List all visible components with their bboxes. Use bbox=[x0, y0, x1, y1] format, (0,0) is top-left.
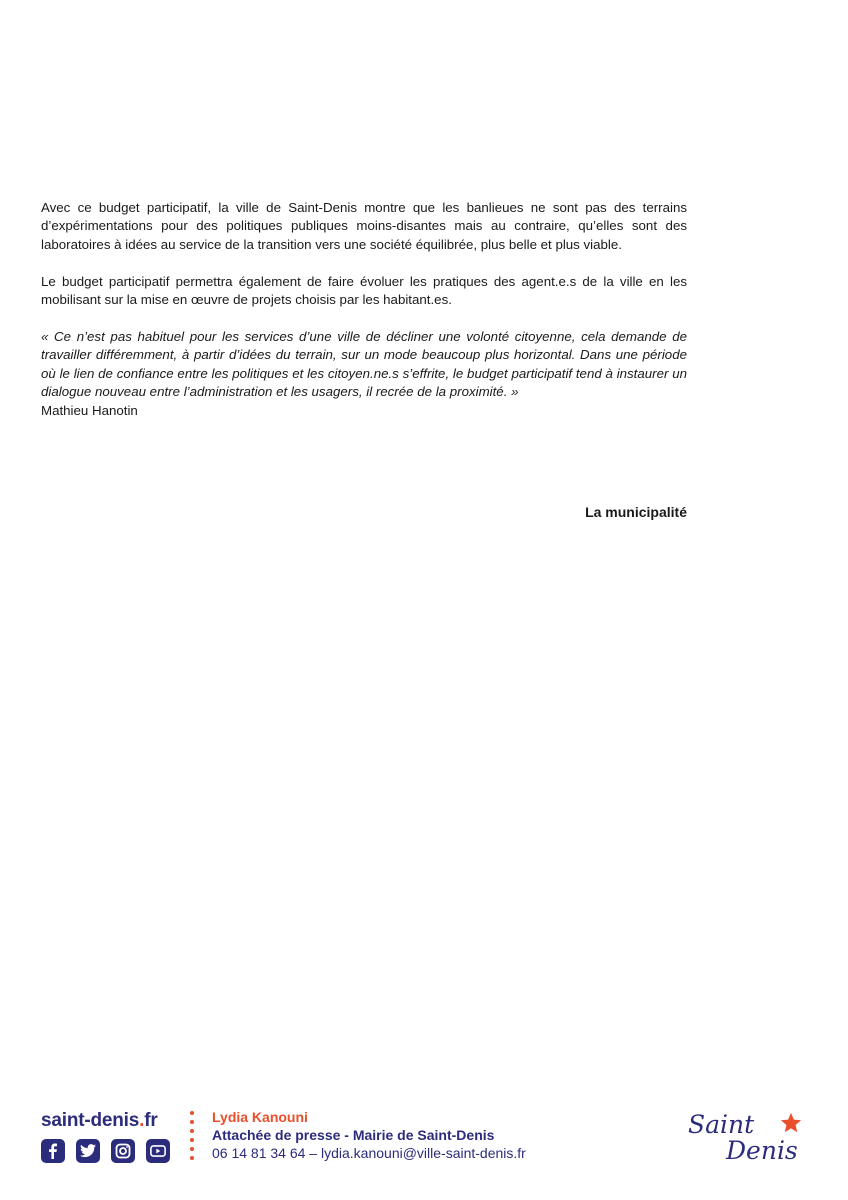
logo-word-denis: Denis bbox=[726, 1136, 798, 1165]
logo-word-saint: Saint bbox=[688, 1110, 755, 1139]
twitter-icon[interactable] bbox=[76, 1139, 100, 1163]
contact-role: Attachée de presse - Mairie de Saint-Denis bbox=[212, 1127, 495, 1143]
press-contact bbox=[212, 1108, 526, 1162]
paragraph-intro: Avec ce budget participatif, la ville de Saint-Denis montre que les banlieues ne sont pas des terrains d’expérimentations pour des politiques publiques moins-disantes mais au contraire, qu’elles sont des laboratoires à idées au service de la transition vers une société équilibrée, plus belle et plus viable. bbox=[41, 200, 687, 252]
facebook-icon[interactable] bbox=[41, 1139, 65, 1163]
footer-divider bbox=[190, 1111, 195, 1163]
social-links bbox=[41, 1139, 176, 1163]
site-name: saint-denis bbox=[41, 1110, 140, 1131]
quote-author: Mathieu Hanotin bbox=[41, 402, 138, 418]
contact-name: Lydia Kanouni bbox=[212, 1109, 308, 1125]
signature: La municipalité bbox=[585, 504, 687, 520]
site-dot: . bbox=[139, 1110, 145, 1131]
mayor-quote: « Ce n’est pas habituel pour les services d’une ville de décliner une volonté citoyenne, cela demande de travailler différemment, à partir d’idées du terrain, sur un mode beaucoup plus horizontal. Dans une période où le lien de confiance entre les politiques et les citoyen.ne.s s’effrite, le budget participatif tend à instaurer un dialogue nouveau entre l’administration et les usagers, il recrée de la proximité. » bbox=[41, 329, 687, 400]
star-icon bbox=[780, 1112, 802, 1134]
contact-details[interactable]: 06 14 81 34 64 – lydia.kanouni@ville-saint-denis.fr bbox=[212, 1145, 526, 1161]
site-link[interactable] bbox=[41, 1110, 176, 1132]
site-tld: fr bbox=[144, 1110, 158, 1131]
saint-denis-logo bbox=[688, 1110, 813, 1166]
press-release-body bbox=[41, 199, 687, 420]
paragraph-agents: Le budget participatif permettra également de faire évoluer les pratiques des agent.e.s de la ville en les mobilisant sur la mise en œuvre de projets choisis par les habitant.es. bbox=[41, 273, 687, 308]
instagram-icon[interactable] bbox=[111, 1139, 135, 1163]
footer-site-block bbox=[41, 1110, 176, 1163]
youtube-icon[interactable] bbox=[146, 1139, 170, 1163]
